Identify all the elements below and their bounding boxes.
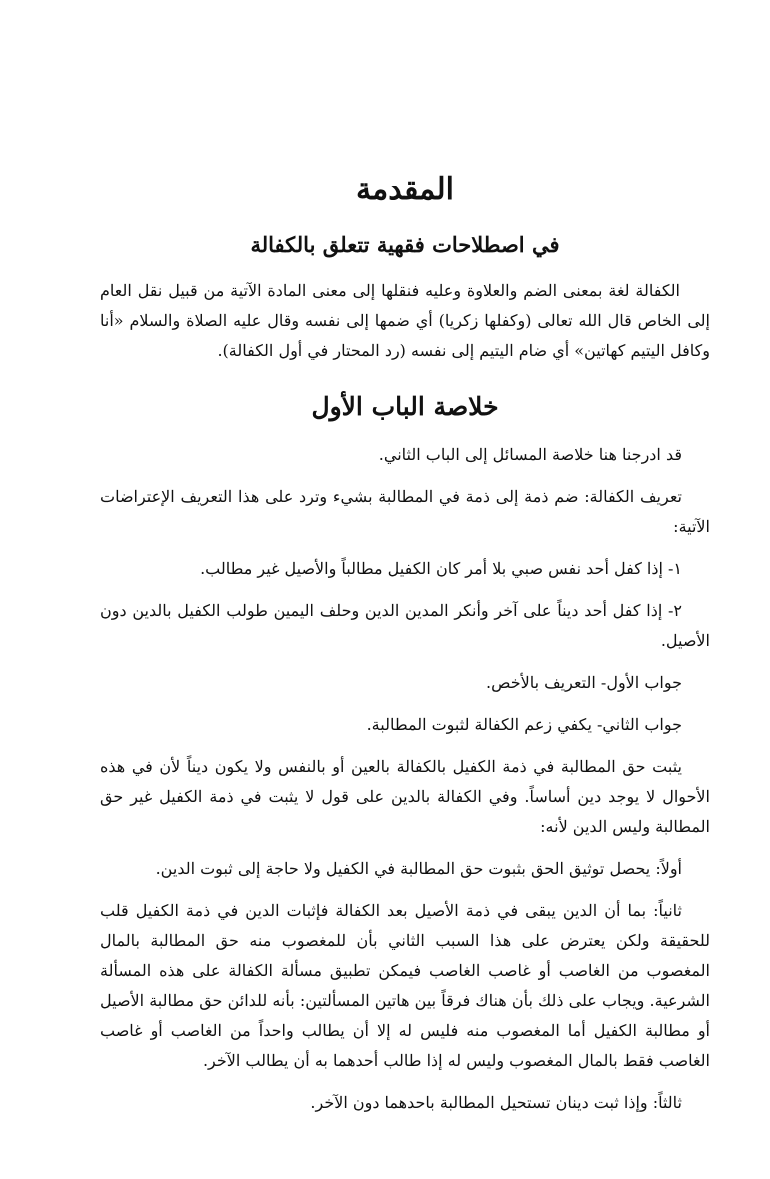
intro-paragraph: الكفالة لغة بمعنى الضم والعلاوة وعليه فنقلها إلى معنى المادة الآتية من قبيل نقل العام إلى الخاص قال الله تعالى (وكفلها زكريا) أي ضمها إلى نفسه وقال عليه الصلاة والسلام «أنا وكافل اليتيم كهاتين» أي ضام اليتيم إلى نفسه (رد المحتار في أول الكفالة). <box>100 281 711 360</box>
section-body <box>100 440 710 1130</box>
paragraph: ١- إذا كفل أحد نفس صبي بلا أمر كان الكفيل مطالباً والأصيل غير مطالب. <box>200 559 682 578</box>
paragraph: يثبت حق المطالبة في ذمة الكفيل بالكفالة بالعين أو بالنفس ولا يكون ديناً لأن في هذه الأحوال لا يوجد دين أساساً. وفي الكفالة بالدين على قول لا يثبت في ذمة الكفيل غير حق المطالبة وليس الدين لأنه: <box>100 757 710 836</box>
paragraph: ثالثاً: وإذا ثبت دينان تستحيل المطالبة باحدهما دون الآخر. <box>310 1093 682 1112</box>
paragraph: قد ادرجنا هنا خلاصة المسائل إلى الباب الثاني. <box>378 445 682 464</box>
paragraph: أولاً: يحصل توثيق الحق بثبوت حق المطالبة في الكفيل ولا حاجة إلى ثبوت الدين. <box>155 859 682 878</box>
document-page <box>100 0 710 1179</box>
paragraph: جواب الأول- التعريف بالأخص. <box>486 673 682 692</box>
page-title: المقدمة <box>356 172 454 207</box>
paragraph: ٢- إذا كفل أحد ديناً على آخر وأنكر المدين الدين وحلف اليمين طولب الكفيل بالدين دون الأصيل. <box>100 601 710 650</box>
section-title: خلاصة الباب الأول <box>311 392 499 421</box>
paragraph: تعريف الكفالة: ضم ذمة إلى ذمة في المطالبة بشيء وترد على هذا التعريف الإعتراضات الآتية: <box>100 487 710 536</box>
paragraph: جواب الثاني- يكفي زعم الكفالة لثبوت المطالبة. <box>366 715 682 734</box>
page-subtitle: في اصطلاحات فقهية تتعلق بالكفالة <box>250 232 560 257</box>
paragraph: ثانياً: بما أن الدين يبقى في ذمة الأصيل بعد الكفالة فإثبات الدين في ذمة الكفيل قلب للحقيقة ولكن يعترض على هذا السبب الثاني بأن للمغصوب منه حق المطالبة بالمال المغصوب من الغاصب أو غاصب الغاصب فيمكن تطبيق مسألة الكفالة على هذه المسألة الشرعية. ويجاب على ذلك بأن هناك فرقاً بين هاتين المسألتين: بأنه للدائن حق مطالبة الأصيل أو مطالبة الكفيل أما المغصوب منه فليس له إلا أن يطالب واحداً من الغاصب أو غاصب الغاصب فقط بالمال المغصوب وليس له إذا طالب أحدهما به أن يطالب الآخر. <box>100 901 710 1070</box>
